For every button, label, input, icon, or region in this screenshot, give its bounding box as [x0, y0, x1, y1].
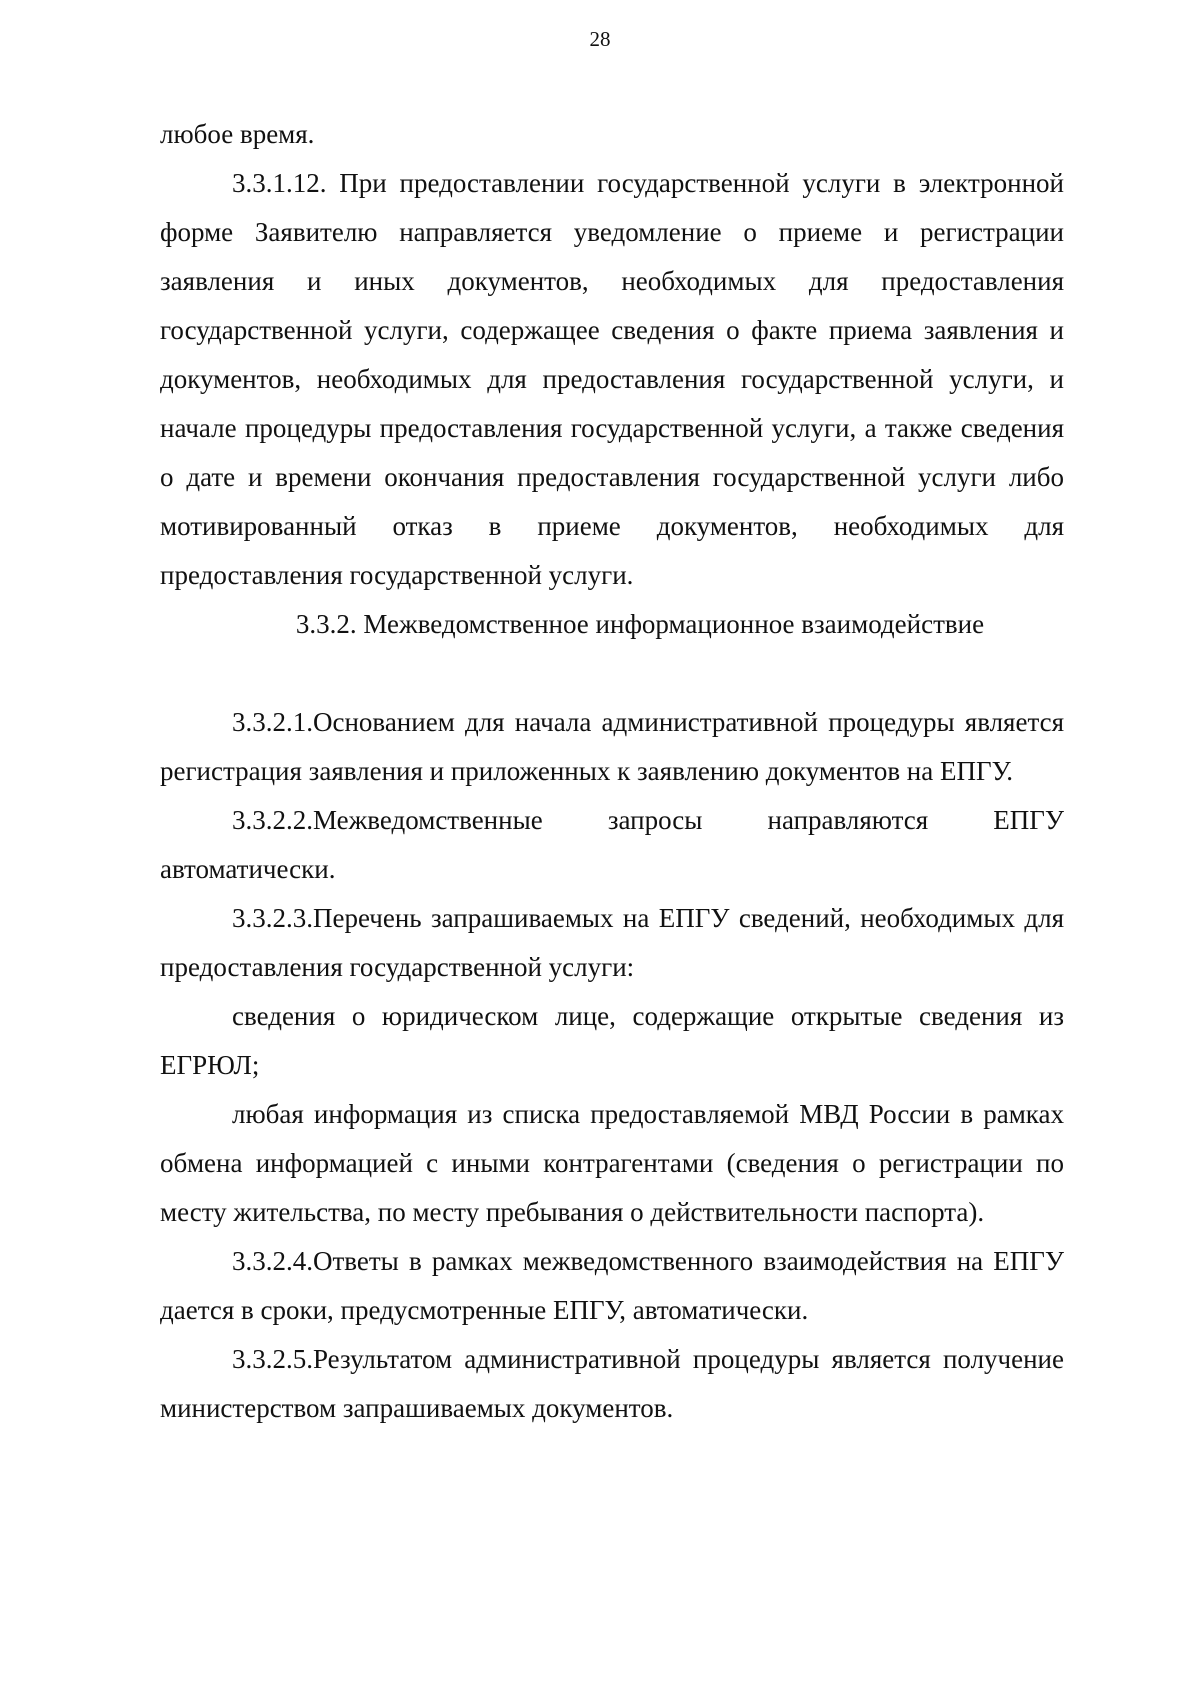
paragraph-3-3-2-1: 3.3.2.1.Основанием для начала административной процедуры является регистрация заявления и приложенных к заявлению документов на ЕПГУ. [160, 707, 1064, 786]
paragraph-3-3-2-4: 3.3.2.4.Ответы в рамках межведомственного взаимодействия на ЕПГУ дается в сроки, предусмотренные ЕПГУ, автоматически. [160, 1246, 1064, 1325]
section-heading-3-3-2: 3.3.2. Межведомственное информационное взаимодействие [295, 609, 985, 639]
page-number: 28 [589, 27, 611, 51]
paragraph-3-3-2-2: 3.3.2.2.Межведомственные запросы направляются ЕПГУ автоматически. [160, 805, 1064, 884]
document-body [160, 110, 1064, 1433]
paragraph-3-3-1-12: 3.3.1.12. При предоставлении государственной услуги в электронной форме Заявителю направляется уведомление о приеме и регистрации заявления и иных документов, необходимых для предоставления государственной услуги, содержащее сведения о факте приема заявления и документов, необходимых для предоставления государственной услуги, и начале процедуры предоставления государственной услуги, а также сведения о дате и времени окончания предоставления государственной услуги либо мотивированный отказ в приеме документов, необходимых для предоставления государственной услуги. [160, 168, 1064, 590]
paragraph-3-3-2-5: 3.3.2.5.Результатом административной процедуры является получение министерством запрашиваемых документов. [160, 1344, 1064, 1423]
list-item-mvd: любая информация из списка предоставляемой МВД России в рамках обмена информацией с иными контрагентами (сведения о регистрации по месту жительства, по месту пребывания о действительности паспорта). [160, 1099, 1064, 1227]
list-item-egrul: сведения о юридическом лице, содержащие открытые сведения из ЕГРЮЛ; [160, 1001, 1064, 1080]
paragraph-3-3-2-3: 3.3.2.3.Перечень запрашиваемых на ЕПГУ сведений, необходимых для предоставления государственной услуги: [160, 903, 1064, 982]
paragraph-continuation: любое время. [160, 119, 315, 149]
